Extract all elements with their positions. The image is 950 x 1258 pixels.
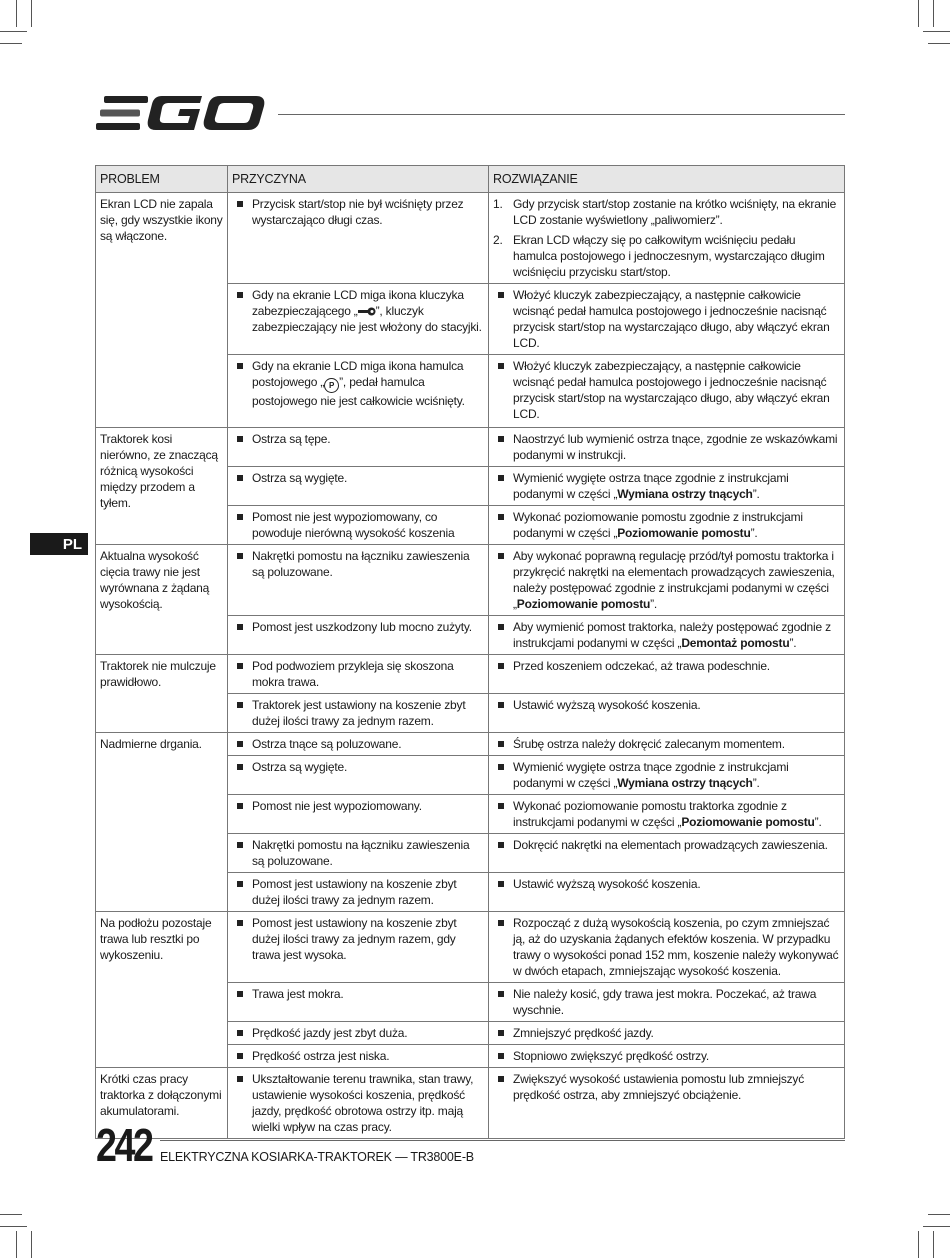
key-icon — [358, 307, 376, 316]
cause-cell — [228, 616, 489, 655]
list-item: Ustawić wyższą wysokość koszenia. — [493, 697, 840, 713]
list-item: Gdy na ekranie LCD miga ikona hamulca postojowego „ P ”, pedał hamulca postojowego nie jest całkowicie wciśnięty. — [232, 358, 484, 409]
list-item: Ostrza są wygięte. — [232, 470, 484, 486]
crop-mark — [0, 1226, 27, 1227]
cause-cell — [228, 467, 489, 506]
list-item: Dokręcić nakrętki na elementach prowadzących zawieszenia. — [493, 837, 840, 853]
table-row — [96, 912, 845, 983]
solution-cell — [489, 655, 845, 694]
crop-mark — [31, 0, 32, 27]
list-item: Włożyć kluczyk zabezpieczający, a następnie całkowicie wcisnąć pedał hamulca postojowego i jednocześnie nacisnąć przycisk start/stop na wystarczająco długo, aby włączyć ekran LCD. — [493, 287, 840, 351]
numbered-item — [493, 196, 840, 228]
list-item: Nie należy kosić, gdy trawa jest mokra. Poczekać, aż trawa wyschnie. — [493, 986, 840, 1018]
crop-mark — [933, 0, 934, 27]
footer-rule — [160, 1140, 845, 1141]
table-row — [96, 193, 845, 284]
cause-cell — [228, 355, 489, 428]
list-item: Wykonać poziomowanie pomostu zgodnie z instrukcjami podanymi w części „Poziomowanie pomostu”. — [493, 509, 840, 541]
numbered-item — [493, 232, 840, 280]
table-row — [96, 733, 845, 756]
list-item: Śrubę ostrza należy dokręcić zalecanym momentem. — [493, 736, 840, 752]
crop-mark — [918, 1231, 919, 1258]
list-item: Pomost jest ustawiony na koszenie zbyt dużej ilości trawy za jednym razem. — [232, 876, 484, 908]
list-item: Aby wymienić pomost traktorka, należy postępować zgodnie z instrukcjami podanymi w części „Demontaż pomostu”. — [493, 619, 840, 651]
list-item: Pomost nie jest wypoziomowany. — [232, 798, 484, 814]
list-item: Pomost nie jest wypoziomowany, co powoduje nierówną wysokość koszenia — [232, 509, 484, 541]
problem-cell: Krótki czas pracy traktorka z dołączonymi akumulatorami. — [96, 1068, 228, 1139]
crop-mark — [0, 43, 22, 44]
solution-cell — [489, 284, 845, 355]
solution-cell — [489, 983, 845, 1022]
page-number: 242 — [96, 1119, 152, 1171]
problem-cell: Traktorek kosi nierówno, ze znaczącą różnicą wysokości między przodem a tyłem. — [96, 428, 228, 545]
list-item: Ostrza są tępe. — [232, 431, 484, 447]
section-reference: Wymiana ostrzy tnących — [617, 487, 753, 501]
item-number: 1. — [493, 197, 503, 211]
solution-cell — [489, 545, 845, 616]
solution-cell — [489, 428, 845, 467]
cause-cell — [228, 733, 489, 756]
list-item: Wymienić wygięte ostrza tnące zgodnie z instrukcjami podanymi w części „Wymiana ostrzy tnących”. — [493, 470, 840, 502]
list-item: Rozpocząć z dużą wysokością koszenia, po czym zmniejszać ją, aż do uzyskania żądanych efektów koszenia. W przypadku trawy o wysokości ponad 152 mm, koszenie należy wykonywać w dwóch etapach, zmniejszając wysokość koszenia. — [493, 915, 840, 979]
list-item: Ostrza są wygięte. — [232, 759, 484, 775]
list-item: Wykonać poziomowanie pomostu traktorka zgodnie z instrukcjami podanymi w części „Poziomowanie pomostu”. — [493, 798, 840, 830]
section-reference: Poziomowanie pomostu — [516, 597, 651, 611]
table-row — [96, 428, 845, 467]
section-reference: Wymiana ostrzy tnących — [617, 776, 753, 790]
crop-mark — [918, 0, 919, 27]
solution-cell — [489, 873, 845, 912]
section-reference: Poziomowanie pomostu — [681, 815, 815, 829]
list-item: Ostrza tnące są poluzowane. — [232, 736, 484, 752]
crop-mark — [16, 1231, 17, 1258]
cause-cell — [228, 506, 489, 545]
list-item: Pomost jest uszkodzony lub mocno zużyty. — [232, 619, 484, 635]
cause-cell — [228, 655, 489, 694]
list-item: Trawa jest mokra. — [232, 986, 484, 1002]
crop-mark — [933, 1231, 934, 1258]
solution-cell — [489, 756, 845, 795]
parking-brake-icon: P — [324, 378, 339, 393]
cause-cell — [228, 1068, 489, 1139]
list-item: Ustawić wyższą wysokość koszenia. — [493, 876, 840, 892]
solution-cell — [489, 1045, 845, 1068]
list-item: Zwiększyć wysokość ustawienia pomostu lub zmniejszyć prędkość ostrza, aby zmniejszyć obciążenie. — [493, 1071, 840, 1103]
ego-logo — [96, 92, 268, 134]
problem-cell: Nadmierne drgania. — [96, 733, 228, 912]
cause-cell — [228, 912, 489, 983]
table-header-row — [96, 166, 845, 193]
cause-cell — [228, 284, 489, 355]
crop-mark — [923, 1226, 950, 1227]
header-solution: ROZWIĄZANIE — [489, 166, 845, 193]
solution-cell — [489, 616, 845, 655]
table-row — [96, 545, 845, 616]
list-item: Włożyć kluczyk zabezpieczający, a następnie całkowicie wcisnąć pedał hamulca postojowego i jednocześnie nacisnąć przycisk start/stop na wystarczająco długo, aby włączyć ekran LCD. — [493, 358, 840, 422]
list-item: Zmniejszyć prędkość jazdy. — [493, 1025, 840, 1041]
list-item: Ukształtowanie terenu trawnika, stan trawy, ustawienie wysokości koszenia, prędkość jazdy, prędkość obrotowa ostrzy itp. mają wielki wpływ na czas pracy. — [232, 1071, 484, 1135]
solution-cell — [489, 506, 845, 545]
cause-cell — [228, 756, 489, 795]
list-item: Naostrzyć lub wymienić ostrza tnące, zgodnie ze wskazówkami podanymi w instrukcji. — [493, 431, 840, 463]
section-reference: Demontaż pomostu — [681, 636, 790, 650]
list-item: Pod podwoziem przykleja się skoszona mokra trawa. — [232, 658, 484, 690]
cause-cell — [228, 193, 489, 284]
cause-cell — [228, 1022, 489, 1045]
list-item: Aby wykonać poprawną regulację przód/tył pomostu traktorka i przykręcić nakrętki na elementach prowadzących zawieszenia, należy postępować zgodnie z instrukcjami podanymi w części „Poziomowanie pomostu”. — [493, 548, 840, 612]
crop-mark — [31, 1231, 32, 1258]
table-row — [96, 1068, 845, 1139]
solution-cell — [489, 733, 845, 756]
solution-cell — [489, 193, 845, 284]
cause-cell — [228, 545, 489, 616]
cause-cell — [228, 1045, 489, 1068]
problem-cell: Traktorek nie mulczuje prawidłowo. — [96, 655, 228, 733]
crop-mark — [923, 31, 950, 32]
solution-cell — [489, 694, 845, 733]
list-item: Wymienić wygięte ostrza tnące zgodnie z instrukcjami podanymi w części „Wymiana ostrzy tnących”. — [493, 759, 840, 791]
crop-mark — [928, 43, 950, 44]
cause-cell — [228, 983, 489, 1022]
language-tab: PL — [30, 533, 88, 555]
troubleshooting-table — [95, 165, 845, 1139]
list-item: Przycisk start/stop nie był wciśnięty przez wystarczająco długi czas. — [232, 196, 484, 228]
item-number: 2. — [493, 233, 503, 247]
list-item: Nakrętki pomostu na łączniku zawieszenia są poluzowane. — [232, 837, 484, 869]
crop-mark — [928, 1214, 950, 1215]
cause-cell — [228, 873, 489, 912]
list-item: Nakrętki pomostu na łączniku zawieszenia są poluzowane. — [232, 548, 484, 580]
cause-cell — [228, 795, 489, 834]
solution-cell — [489, 795, 845, 834]
solution-cell — [489, 1022, 845, 1045]
problem-cell: Aktualna wysokość cięcia trawy nie jest wyrównana z żądaną wysokością. — [96, 545, 228, 655]
list-item: Przed koszeniem odczekać, aż trawa podeschnie. — [493, 658, 840, 674]
list-item: Gdy na ekranie LCD miga ikona kluczyka zabezpieczającego „ ”, kluczyk zabezpieczający nie jest włożony do stacyjki. — [232, 287, 484, 335]
solution-cell — [489, 834, 845, 873]
solution-cell — [489, 1068, 845, 1139]
item-text: Gdy przycisk start/stop zostanie na krótko wciśnięty, na ekranie LCD zostanie wyświetlony „paliwomierz”. — [513, 197, 837, 227]
list-item: Pomost jest ustawiony na koszenie zbyt dużej ilości trawy za jednym razem, gdy trawa jest wysoka. — [232, 915, 484, 963]
table-row — [96, 655, 845, 694]
list-item: Stopniowo zwiększyć prędkość ostrzy. — [493, 1048, 840, 1064]
crop-mark — [16, 0, 17, 27]
cause-cell — [228, 694, 489, 733]
crop-mark — [0, 31, 27, 32]
cause-cell — [228, 428, 489, 467]
cause-cell — [228, 834, 489, 873]
list-item: Prędkość jazdy jest zbyt duża. — [232, 1025, 484, 1041]
solution-cell — [489, 355, 845, 428]
header-cause: PRZYCZYNA — [228, 166, 489, 193]
list-item: Prędkość ostrza jest niska. — [232, 1048, 484, 1064]
section-reference: Poziomowanie pomostu — [617, 526, 751, 540]
solution-cell — [489, 912, 845, 983]
problem-cell: Ekran LCD nie zapala się, gdy wszystkie ikony są włączone. — [96, 193, 228, 428]
problem-cell: Na podłożu pozostaje trawa lub resztki po wykoszeniu. — [96, 912, 228, 1068]
solution-cell — [489, 467, 845, 506]
item-text: Ekran LCD włączy się po całkowitym wciśnięciu pedału hamulca postojowego i jednoczesnym, wystarczająco długim wciśnięciu przycisku start/stop. — [513, 233, 825, 279]
list-item: Traktorek jest ustawiony na koszenie zbyt dużej ilości trawy za jednym razem. — [232, 697, 484, 729]
crop-mark — [0, 1214, 22, 1215]
footer-title: ELEKTRYCZNA KOSIARKA-TRAKTOREK — TR3800E-B — [160, 1150, 474, 1164]
header-problem: PROBLEM — [96, 166, 228, 193]
header-rule — [278, 114, 845, 115]
